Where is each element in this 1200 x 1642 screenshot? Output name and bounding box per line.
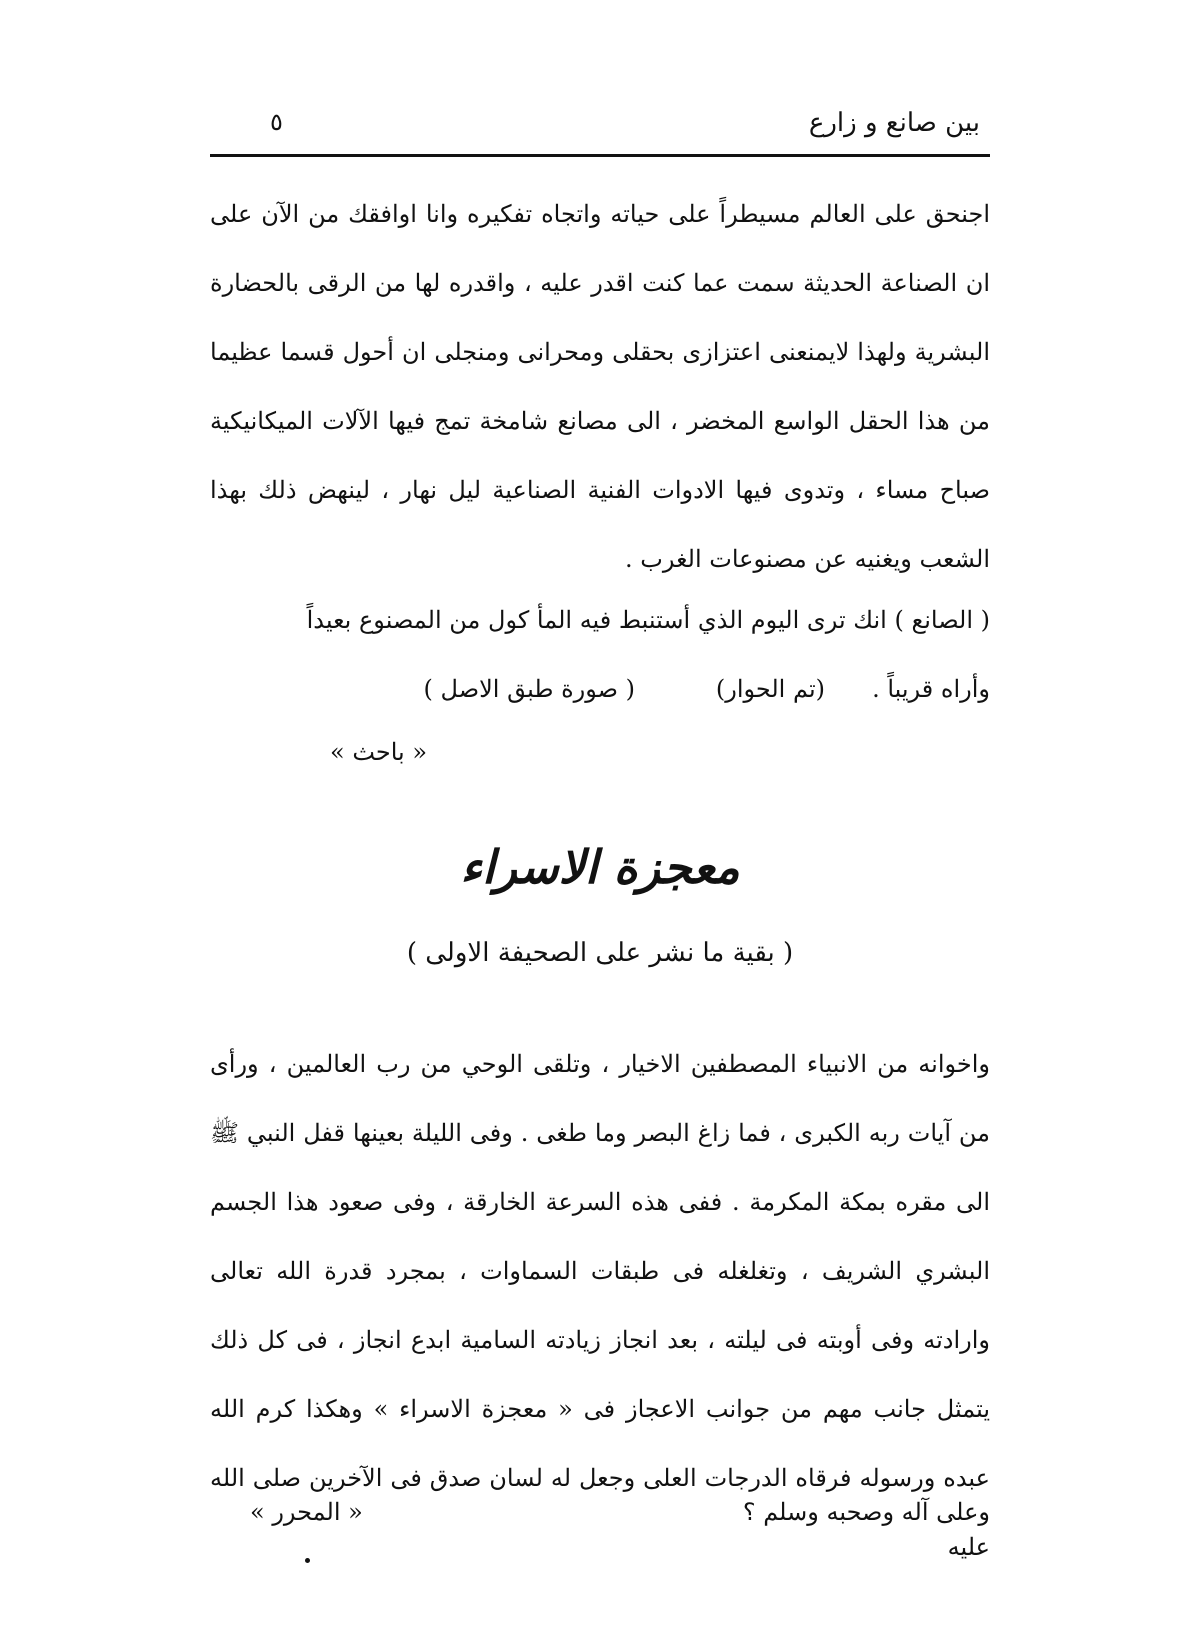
paragraph-final-line: وعلى آله وصحبه وسلم ؟ [742, 1498, 990, 1526]
page-header [210, 108, 990, 148]
paragraph-artisan-line: ( الصانع ) انك ترى اليوم الذي أستنبط فيه المأ كول من المصنوع بعيداً [306, 606, 990, 634]
source-copy-note: ( صورة طبق الاصل ) [423, 675, 635, 703]
end-of-dialogue-note: (تم الحوار) [715, 675, 825, 703]
author-signature-researcher: « باحث » [330, 738, 428, 766]
section-title: معجزة الاسراء [460, 840, 740, 894]
section-subtitle: ( بقية ما نشر على الصحيفة الاولى ) [406, 938, 794, 968]
header-rule [210, 154, 990, 157]
closing-sentence: وأراه قريباً . [872, 675, 990, 703]
paragraph-dialogue-continuation: اجنحق على العالم مسيطراً على حياته واتجاه تفكيره وانا اوافقك من الآن على ان الصناعة الحديثة سمت عما كنت اقدر عليه ، واقدره لها من الرقى بالحضارة البشرية ولهذا لايمنعنى اعتزازى بحقلى ومحرانى ومنجلى ان أحول قسما عظيما من هذا الحقل الواسع المخضر ، الى مصانع شامخة تمج فيها الآلات الميكانيكية صباح مساء ، وتدوى فيها الادوات الفنية الصناعية ليل نهار ، لينهض ذلك بهذا الشعب ويغنيه عن مصنوعات الغرب . [210, 200, 990, 573]
paragraph-isra-miracle: واخوانه من الانبياء المصطفين الاخيار ، وتلقى الوحي من رب العالمين ، ورأى من آيات ربه الكبرى ، فما زاغ البصر وما طغى . وفى الليلة بعينها قفل النبي ﷺ الى مقره بمكة المكرمة . ففى هذه السرعة الخارقة ، وفى صعود هذا الجسم البشري الشريف ، وتغلغله فى طبقات السماوات ، بمجرد قدرة الله تعالى وارادته وفى أوبته فى ليلته ، بعد انجاز زيادته السامية ابدع انجاز ، فى كل ذلك يتمثل جانب مهم من جوانب الاعجاز فى « معجزة الاسراء » وهكذا كرم الله عبده ورسوله فرقاه الدرجات العلى وجعل له لسان صدق فى الآخرين صلى الله عليه [210, 1050, 990, 1561]
author-signature-editor: « المحرر » [250, 1498, 363, 1526]
ink-dot-mark [305, 1558, 310, 1563]
paragraph-closing-line [210, 655, 990, 724]
running-title: بين صانع و زارع [808, 108, 980, 138]
page-number: ٥ [270, 108, 283, 136]
